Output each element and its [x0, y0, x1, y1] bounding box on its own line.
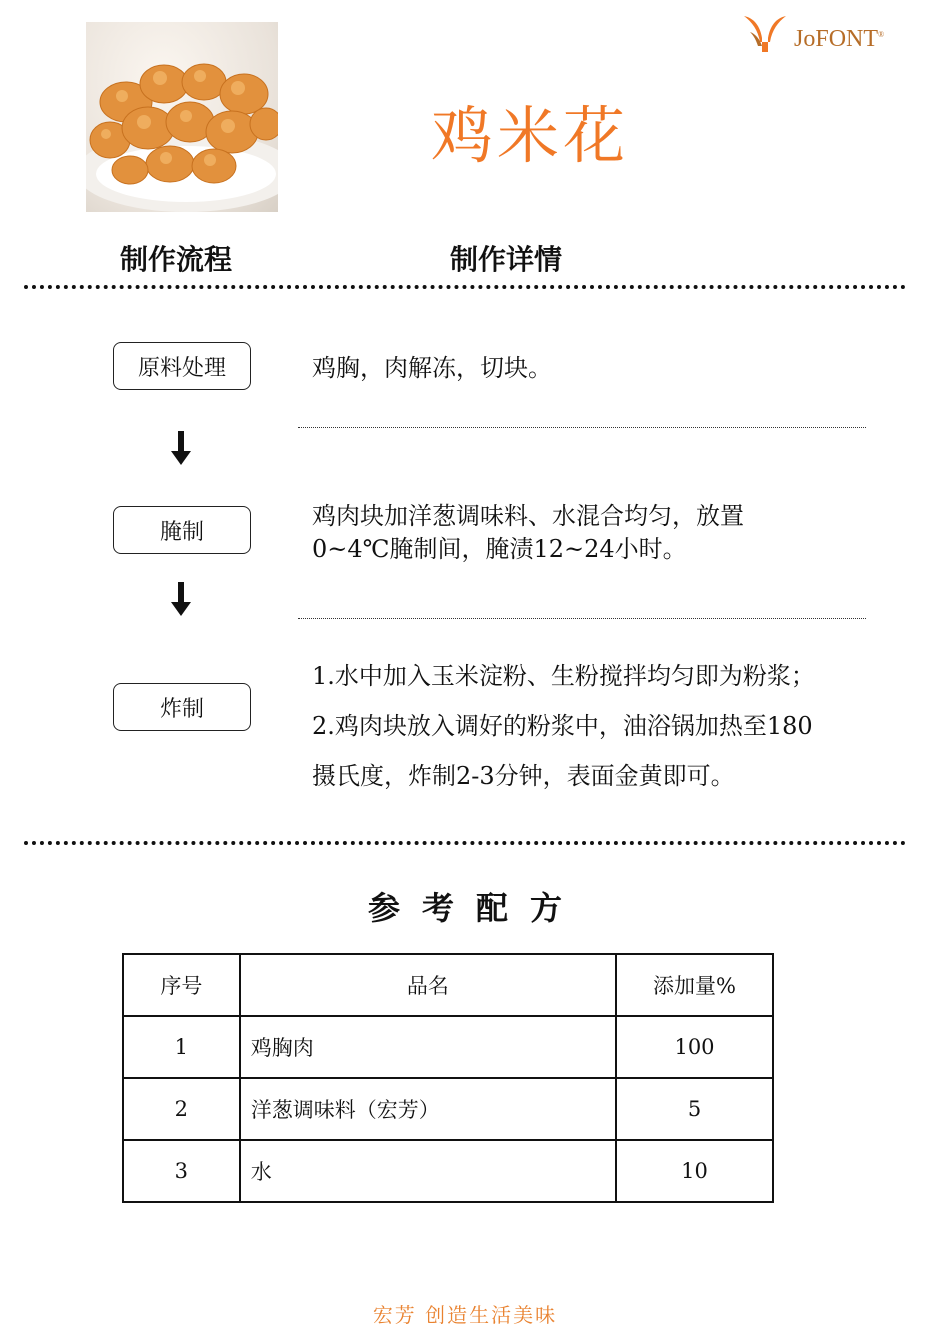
formula-title: 参考配方: [367, 889, 584, 927]
header-cell-no: 序号: [123, 954, 240, 1016]
step-box-raw-material: 原料处理: [113, 342, 251, 390]
step-divider: [298, 618, 866, 619]
step-detail-marinate: [312, 500, 892, 566]
step-divider: [298, 427, 866, 428]
table-header-row: [123, 954, 773, 1016]
down-arrow-icon: [170, 431, 192, 467]
cell-name: 洋葱调味料（宏芳）: [240, 1078, 616, 1140]
down-arrow-icon: [170, 582, 192, 618]
food-photo: [86, 22, 278, 212]
step-box-fry: 炸制: [113, 683, 251, 731]
table-row: [123, 1016, 773, 1078]
step-box-marinate: 腌制: [113, 506, 251, 554]
detail-line: 0~4℃腌制间，腌渍12~24小时。: [312, 535, 687, 563]
brand-logo: [738, 12, 888, 58]
page-title: 鸡米花: [430, 99, 629, 172]
detail-line: 1.水中加入玉米淀粉、生粉搅拌均匀即为粉浆；: [312, 662, 815, 690]
detail-line: 2.鸡肉块放入调好的粉浆中，油浴锅加热至180: [312, 712, 813, 740]
cell-name: 水: [240, 1140, 616, 1202]
table-row: [123, 1078, 773, 1140]
section-divider: [24, 285, 906, 289]
section-divider: [24, 841, 906, 845]
cell-no: 3: [123, 1140, 240, 1202]
logo-mark-icon: [740, 12, 790, 56]
step-detail-fry: [312, 651, 892, 801]
logo-text: JoFONT®: [794, 26, 885, 52]
table-row: [123, 1140, 773, 1202]
header-cell-name: 品名: [240, 954, 616, 1016]
cell-amount: 100: [616, 1016, 773, 1078]
detail-line: 摄氏度，炸制2-3分钟，表面金黄即可。: [312, 762, 735, 790]
cell-no: 1: [123, 1016, 240, 1078]
detail-line: 鸡肉块加洋葱调味料、水混合均匀，放置: [312, 502, 744, 530]
process-column-header: 制作流程: [120, 243, 233, 276]
header-cell-amount: 添加量%: [616, 954, 773, 1016]
cell-amount: 10: [616, 1140, 773, 1202]
cell-no: 2: [123, 1078, 240, 1140]
detail-line: 鸡胸，肉解冻，切块。: [312, 354, 552, 382]
footer-slogan: 宏芳 创造生活美味: [372, 1303, 558, 1327]
step-detail-raw-material: [312, 352, 892, 384]
formula-table: [122, 953, 774, 1203]
details-column-header: 制作详情: [450, 243, 563, 276]
cell-amount: 5: [616, 1078, 773, 1140]
cell-name: 鸡胸肉: [240, 1016, 616, 1078]
